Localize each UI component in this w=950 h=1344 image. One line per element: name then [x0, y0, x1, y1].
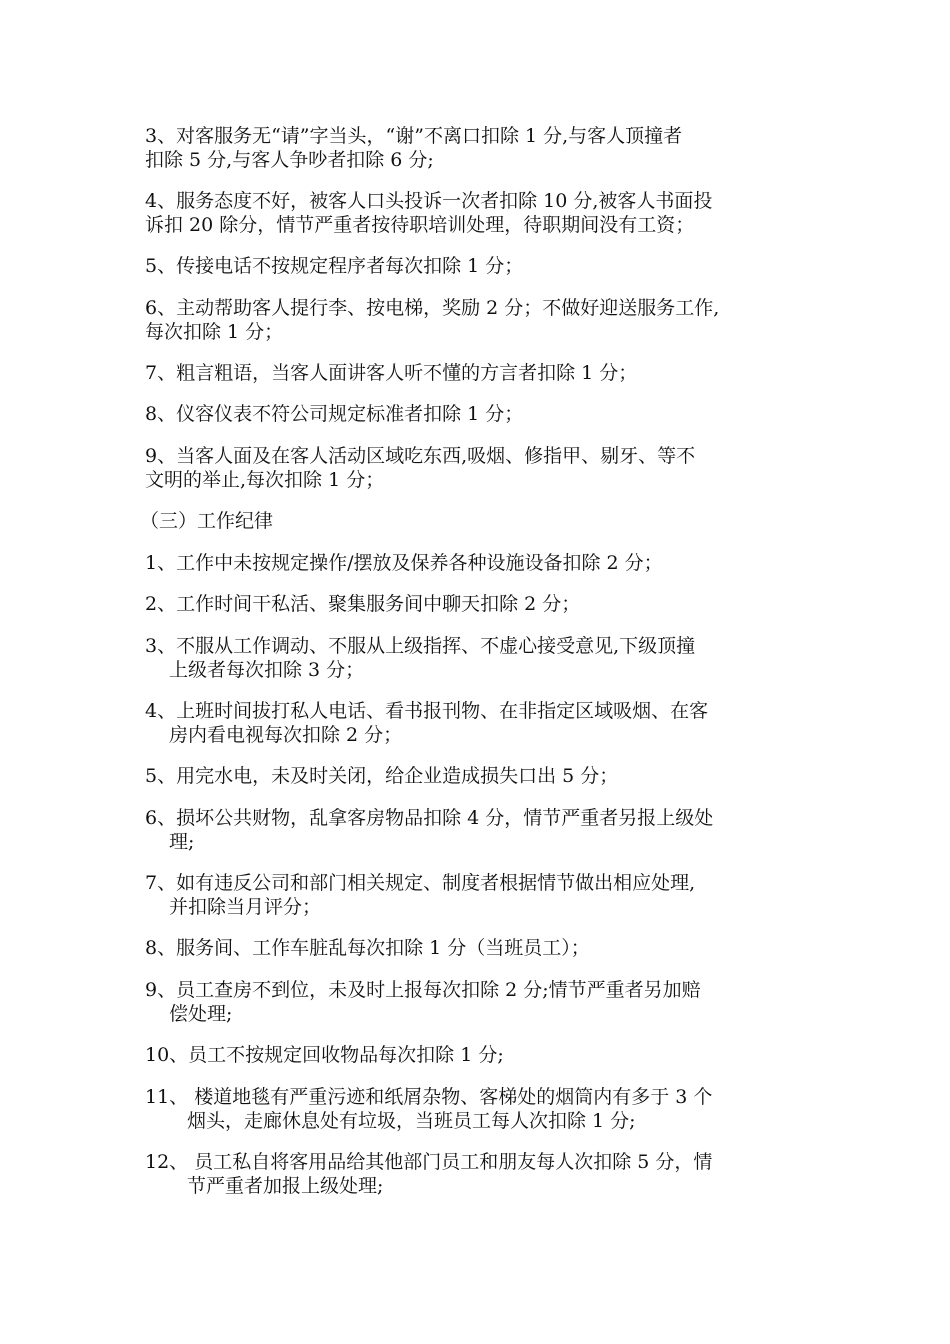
rule-item: 7、如有违反公司和部门相关规定、制度者根据情节做出相应处理, 并扣除当月评分； — [145, 872, 696, 918]
rule-item: 3、不服从工作调动、不服从上级指挥、不虚心接受意见,下级顶撞 上级者每次扣除 3 分； — [145, 635, 696, 681]
rule-item: 2、工作时间干私活、聚集服务间中聊天扣除 2 分； — [145, 593, 581, 615]
section-heading: （三）工作纪律 — [140, 510, 274, 532]
rule-item: 9、当客人面及在客人活动区域吃东西,吸烟、修指甲、剔牙、等不 文明的举止,每次扣除 1 分； — [145, 445, 696, 491]
rule-item: 4、服务态度不好，被客人口头投诉一次者扣除 10 分,被客人书面投 诉扣 20 除分，情节严重者按待职培训处理，待职期间没有工资； — [145, 190, 713, 236]
rule-item: 7、粗言粗语，当客人面讲客人听不懂的方言者扣除 1 分； — [145, 362, 638, 384]
rule-item: 8、服务间、工作车脏乱每次扣除 1 分（当班员工）； — [145, 937, 590, 959]
rule-item: 8、仪容仪表不符公司规定标准者扣除 1 分； — [145, 403, 524, 425]
rule-item: 6、损坏公共财物，乱拿客房物品扣除 4 分，情节严重者另报上级处 理; — [145, 807, 714, 853]
rule-item: 4、上班时间拔打私人电话、看书报刊物、在非指定区域吸烟、在客 房内看电视每次扣除 2 分； — [145, 700, 709, 746]
rule-item: 12、 员工私自将客用品给其他部门员工和朋友每人次扣除 5 分，情 节严重者加报上级处理; — [145, 1151, 713, 1197]
rule-item: 10、员工不按规定回收物品每次扣除 1 分; — [145, 1044, 504, 1066]
rule-item: 6、主动帮助客人提行李、按电梯，奖励 2 分；不做好迎送服务工作, 每次扣除 1 分； — [145, 297, 720, 343]
rule-item: 11、 楼道地毯有严重污迹和纸屑杂物、客梯处的烟筒内有多于 3 个 烟头，走廊休息处有垃圾，当班员工每人次扣除 1 分; — [145, 1086, 713, 1132]
rule-item: 5、用完水电，未及时关闭，给企业造成损失口出 5 分； — [145, 765, 619, 787]
rule-item: 3、对客服务无“请”字当头，“谢”不离口扣除 1 分,与客人顶撞者 扣除 5 分,与客人争吵者扣除 6 分; — [145, 125, 683, 171]
rule-item: 1、工作中未按规定操作/摆放及保养各种设施设备扣除 2 分； — [145, 552, 663, 574]
rule-item: 5、传接电话不按规定程序者每次扣除 1 分； — [145, 255, 524, 277]
rule-item: 9、员工查房不到位，未及时上报每次扣除 2 分;情节严重者另加赔 偿处理; — [145, 979, 701, 1025]
